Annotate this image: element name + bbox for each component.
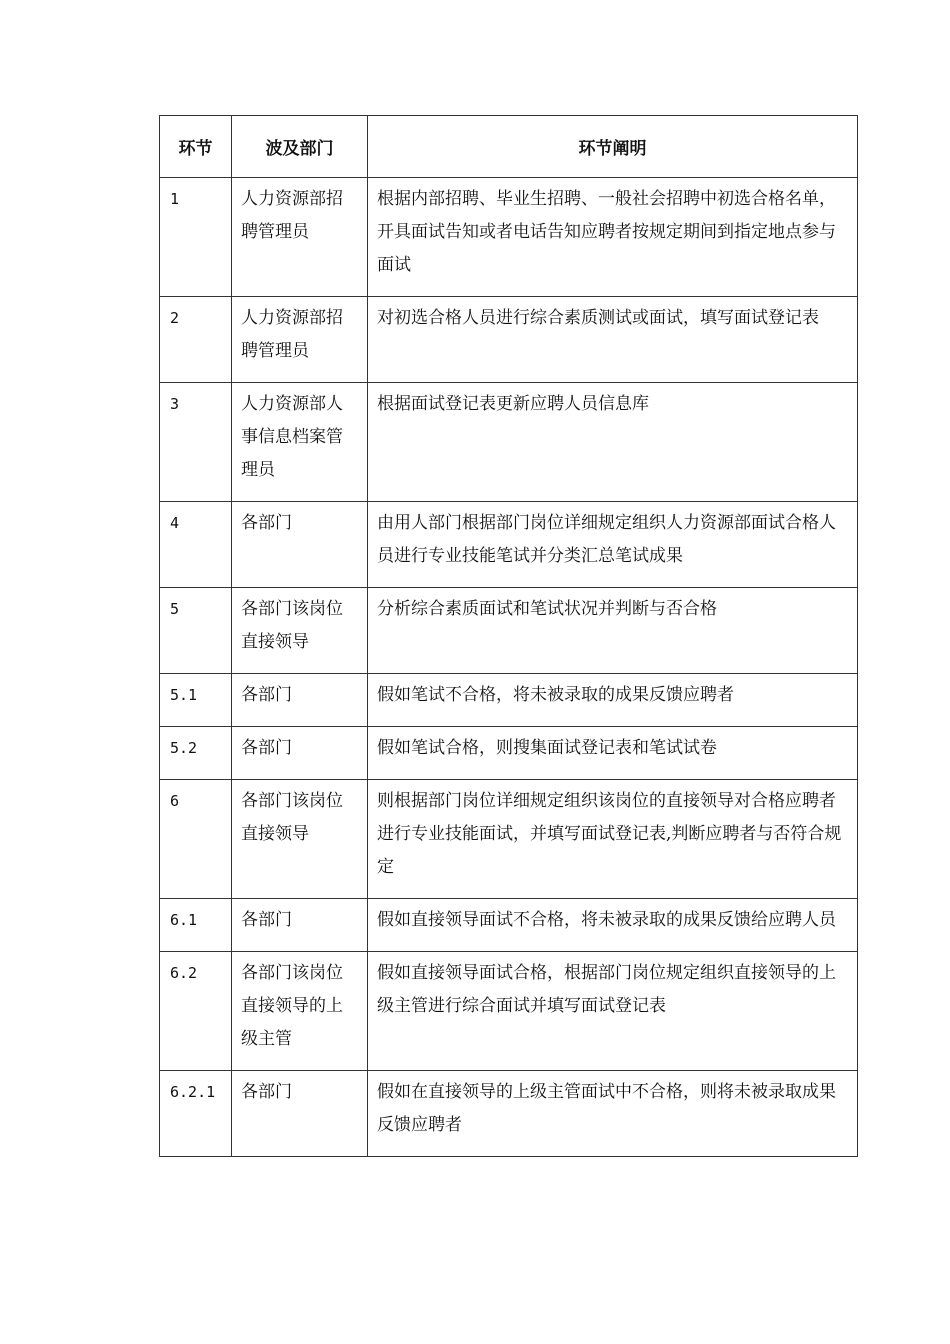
step-cell: 5.1 <box>170 686 198 704</box>
table-row <box>160 502 858 588</box>
dept-cell: 各部门该岗位直接领导的上级主管 <box>241 963 343 1049</box>
table-row <box>160 383 858 502</box>
desc-cell: 分析综合素质面试和笔试状况并判断与否合格 <box>377 599 717 619</box>
dept-cell: 各部门该岗位直接领导 <box>241 791 343 844</box>
desc-cell: 假如在直接领导的上级主管面试中不合格，则将未被录取成果反馈应聘者 <box>377 1082 836 1135</box>
table-row <box>160 297 858 383</box>
dept-cell: 人力资源部招聘管理员 <box>241 189 343 242</box>
desc-cell: 则根据部门岗位详细规定组织该岗位的直接领导对合格应聘者进行专业技能面试，并填写面试登记表,判断应聘者与否符合规定 <box>377 791 842 877</box>
step-cell: 1 <box>170 190 180 208</box>
desc-cell: 假如笔试不合格，将未被录取的成果反馈应聘者 <box>377 685 734 705</box>
desc-cell: 假如直接领导面试不合格，将未被录取的成果反馈给应聘人员 <box>377 910 836 930</box>
desc-cell: 假如直接领导面试合格，根据部门岗位规定组织直接领导的上级主管进行综合面试并填写面试登记表 <box>377 963 836 1016</box>
step-cell: 6.2 <box>170 964 198 982</box>
dept-cell: 各部门 <box>241 513 292 533</box>
table-row <box>160 727 858 780</box>
step-cell: 5.2 <box>170 739 198 757</box>
desc-cell: 根据面试登记表更新应聘人员信息库 <box>377 394 649 414</box>
desc-cell: 根据内部招聘、毕业生招聘、一般社会招聘中初选合格名单，开具面试告知或者电话告知应聘者按规定期间到指定地点参与面试 <box>377 189 836 275</box>
table-row <box>160 674 858 727</box>
table-row <box>160 952 858 1071</box>
table-row <box>160 780 858 899</box>
dept-cell: 各部门 <box>241 910 292 930</box>
dept-cell: 各部门 <box>241 1082 292 1102</box>
desc-cell: 由用人部门根据部门岗位详细规定组织人力资源部面试合格人员进行专业技能笔试并分类汇总笔试成果 <box>377 513 836 566</box>
step-cell: 6 <box>170 792 180 810</box>
step-cell: 6.1 <box>170 911 198 929</box>
desc-cell: 对初选合格人员进行综合素质测试或面试，填写面试登记表 <box>377 308 819 328</box>
step-cell: 2 <box>170 309 180 327</box>
header-desc: 环节阐明 <box>368 116 858 178</box>
process-table <box>159 115 858 1157</box>
table-row <box>160 899 858 952</box>
header-dept: 波及部门 <box>232 116 368 178</box>
header-step: 环节 <box>160 116 232 178</box>
dept-cell: 人力资源部招聘管理员 <box>241 308 343 361</box>
table-row <box>160 588 858 674</box>
dept-cell: 各部门该岗位直接领导 <box>241 599 343 652</box>
desc-cell: 假如笔试合格，则搜集面试登记表和笔试试卷 <box>377 738 717 758</box>
table-row <box>160 178 858 297</box>
table-row <box>160 1071 858 1157</box>
dept-cell: 各部门 <box>241 685 292 705</box>
dept-cell: 人力资源部人事信息档案管理员 <box>241 394 343 480</box>
step-cell: 6.2.1 <box>170 1083 216 1101</box>
step-cell: 4 <box>170 514 180 532</box>
step-cell: 5 <box>170 600 180 618</box>
table-header-row <box>160 116 858 178</box>
step-cell: 3 <box>170 395 180 413</box>
dept-cell: 各部门 <box>241 738 292 758</box>
